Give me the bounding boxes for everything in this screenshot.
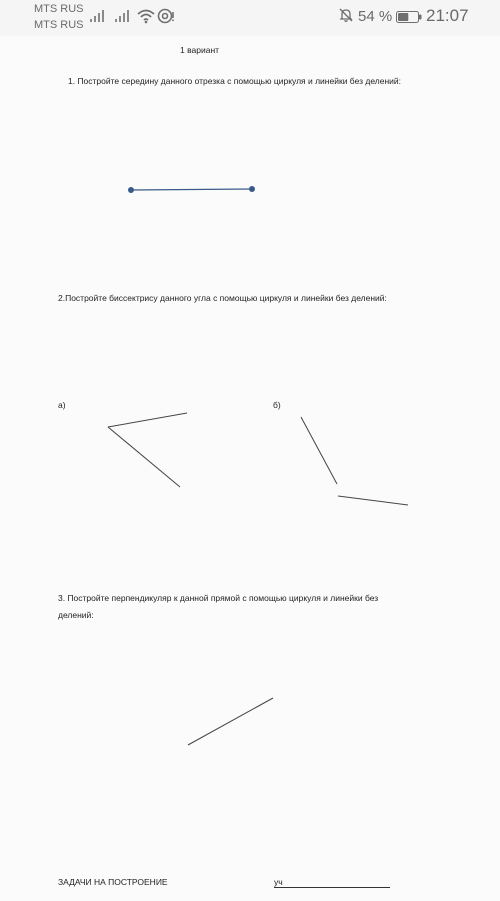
angle-a-ray-1 <box>108 413 187 427</box>
bell-off-icon <box>338 7 354 23</box>
battery-icon <box>396 11 422 23</box>
segment-endpoint <box>249 186 255 192</box>
wifi-icon <box>136 8 156 24</box>
student-signature-field: уч <box>274 877 390 888</box>
carrier-name: MTS RUS <box>34 3 84 15</box>
hotspot-icon <box>157 8 175 24</box>
task-2-text: 2.Постройте биссектрису данного угла с помощью циркуля и линейки без делений: <box>58 293 387 303</box>
segment-endpoint <box>128 187 134 193</box>
construction-figures <box>0 36 500 901</box>
carrier-name: MTS RUS <box>34 19 84 31</box>
signal-icon <box>89 9 107 23</box>
given-line <box>188 698 273 745</box>
signal-icon <box>114 9 132 23</box>
clock: 21:07 <box>426 6 469 25</box>
angle-b-ray-2 <box>338 496 408 505</box>
angle-b-ray-1 <box>301 417 337 484</box>
angle-a-label: а) <box>58 400 66 410</box>
variant-heading: 1 вариант <box>180 45 220 55</box>
task-3-text: 3. Постройте перпендикуляр к данной прямой с помощью циркуля и линейки без <box>58 593 379 603</box>
status-bar <box>0 0 500 36</box>
worksheet-page <box>0 36 500 901</box>
segment-ab <box>131 189 252 190</box>
task-3-text-continued: делений: <box>58 610 94 620</box>
angle-b-label: б) <box>273 400 281 410</box>
task-1-text: 1. Постройте середину данного отрезка с помощью циркуля и линейки без делений: <box>68 76 402 86</box>
battery-percent: 54 % <box>358 8 393 25</box>
footer-title: ЗАДАЧИ НА ПОСТРОЕНИЕ <box>58 877 168 887</box>
angle-a-ray-2 <box>108 427 180 487</box>
